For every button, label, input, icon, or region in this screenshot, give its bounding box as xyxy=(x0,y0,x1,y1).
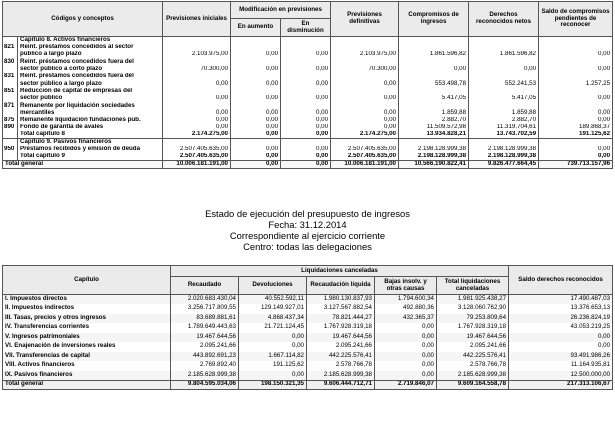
row-concept: Préstamos recibidos y emisión de deuda xyxy=(18,146,163,153)
header-codes: Códigos y conceptos xyxy=(3,2,163,37)
header-chapter: Capítulo xyxy=(3,266,171,295)
row-concept: Reint. préstamos concedidos fuera del xyxy=(18,58,163,65)
cell-commitments xyxy=(399,88,469,95)
cell-refunds: 0,00 xyxy=(239,371,307,381)
cell-initial xyxy=(163,73,231,80)
cell-commitments xyxy=(399,102,469,109)
table-row xyxy=(3,153,613,160)
cell-writeoffs: 432.365,37 xyxy=(375,314,437,324)
header-recognized: Derechos reconocidos netos xyxy=(469,2,539,37)
table-row xyxy=(3,102,613,109)
cell-definitive: 2.507.405.635,00 xyxy=(331,146,399,153)
header-total-collections: Total liquidaciones canceladas xyxy=(437,277,509,295)
row-code: 831 xyxy=(3,73,18,80)
table-row xyxy=(3,58,613,65)
table-row xyxy=(3,124,613,131)
cell-decrease: 0,00 xyxy=(281,109,331,116)
cell-definitive: 0,00 xyxy=(331,80,399,87)
row-code xyxy=(3,131,18,138)
row-concept: Capítulo 8. Activos financieros xyxy=(18,37,163,44)
cell-net: 1.980.130.837,93 xyxy=(307,295,375,305)
cell-writeoffs: 492.880,36 xyxy=(375,304,437,314)
cell-refunds: 0,00 xyxy=(239,342,307,352)
row-chapter: IV. Transferencias corrientes xyxy=(3,323,171,333)
cell-refunds: 40.552.592,11 xyxy=(239,295,307,305)
cell-pending xyxy=(539,102,613,109)
row-concept: Fondo de garantía de avales xyxy=(18,124,163,131)
cell-pending: 0,00 xyxy=(539,153,613,160)
table-row xyxy=(3,88,613,95)
total-label: Total general xyxy=(3,161,163,169)
cell-net: 1.767.928.319,18 xyxy=(307,323,375,333)
cell-total_collections: 1.767.928.319,18 xyxy=(437,323,509,333)
row-code: 830 xyxy=(3,58,18,65)
cell-commitments: 11.509.572,98 xyxy=(399,124,469,131)
cell-decrease xyxy=(281,88,331,95)
row-concept: sector público a largo plazo xyxy=(18,80,163,87)
cell-pending: 0,00 xyxy=(539,109,613,116)
cell-recognized xyxy=(469,73,539,80)
cell-recognized: 2.882,70 xyxy=(469,117,539,124)
header-collected: Recaudado xyxy=(171,277,239,295)
cell-initial xyxy=(163,58,231,65)
row-concept: sector público a corto plazo xyxy=(18,66,163,73)
cell-initial: 2.507.405.635,00 xyxy=(163,146,231,153)
cell-collected: 2.185.628.999,38 xyxy=(171,371,239,381)
header-pending: Saldo de compromisos pendientes de reconocer xyxy=(539,2,613,37)
cell-net: 2.185.628.999,38 xyxy=(307,371,375,381)
total-total_collections: 9.609.164.558,78 xyxy=(437,380,509,390)
cell-definitive xyxy=(331,37,399,44)
cell-commitments xyxy=(399,37,469,44)
row-code xyxy=(3,95,18,102)
cell-total_collections: 19.467.644,56 xyxy=(437,333,509,343)
total-commitments: 10.566.190.822,41 xyxy=(399,161,469,169)
header-increase: En aumento xyxy=(231,19,281,37)
row-code: 821 xyxy=(3,44,18,51)
cell-initial xyxy=(163,139,231,146)
cell-receivable: 43.053.219,25 xyxy=(509,323,613,333)
cell-commitments: 2.882,70 xyxy=(399,117,469,124)
cell-definitive: 0,00 xyxy=(331,117,399,124)
table-row xyxy=(3,333,613,343)
cell-pending: 0,00 xyxy=(539,146,613,153)
row-concept: Total capítulo 8 xyxy=(18,131,163,138)
cell-decrease xyxy=(281,73,331,80)
cell-receivable: 13.376.653,13 xyxy=(509,304,613,314)
header-modifications: Modificación en previsiones xyxy=(231,2,331,19)
cell-initial: 0,00 xyxy=(163,124,231,131)
cell-recognized: 1.861.596,82 xyxy=(469,51,539,58)
cell-decrease: 0,00 xyxy=(281,146,331,153)
report-date: Fecha: 31.12.2014 xyxy=(268,219,347,230)
row-concept: Reint. préstamos concedidos al sector xyxy=(18,44,163,51)
header-definitive: Previsiones definitivas xyxy=(331,2,399,37)
cell-total_collections: 442.225.576,41 xyxy=(437,352,509,362)
row-code: 871 xyxy=(3,102,18,109)
cell-definitive: 0,00 xyxy=(331,109,399,116)
row-code: 950 xyxy=(3,146,18,153)
row-concept: sector público xyxy=(18,95,163,102)
header-receivable: Saldo derechos reconocidos xyxy=(509,266,613,295)
total-pending: 739.713.157,96 xyxy=(539,161,613,169)
table-row xyxy=(3,131,613,138)
total-increase: 0,00 xyxy=(231,161,281,169)
cell-collected: 83.689.881,61 xyxy=(171,314,239,324)
table-row xyxy=(3,109,613,116)
cell-initial xyxy=(163,88,231,95)
cell-initial xyxy=(163,44,231,51)
cell-refunds: 0,00 xyxy=(239,333,307,343)
table-row xyxy=(3,37,613,44)
cell-receivable: 0,00 xyxy=(509,333,613,343)
cell-total_collections: 1.981.925.438,27 xyxy=(437,295,509,305)
row-code xyxy=(3,51,18,58)
cell-receivable: 93.491.986,26 xyxy=(509,352,613,362)
cell-net: 19.467.644,56 xyxy=(307,333,375,343)
cell-recognized: 552.241,53 xyxy=(469,80,539,87)
cell-definitive: 0,00 xyxy=(331,124,399,131)
cell-refunds: 4.868.437,34 xyxy=(239,314,307,324)
cell-total_collections: 2.578.766,78 xyxy=(437,361,509,371)
cell-decrease: 0,00 xyxy=(281,95,331,102)
table-row xyxy=(3,73,613,80)
total-label: Total general xyxy=(3,380,171,390)
execution-table xyxy=(2,265,613,390)
cell-initial: 70.300,00 xyxy=(163,66,231,73)
cell-increase: 0,00 xyxy=(231,66,281,73)
report-center: Centro: todas las delegaciones xyxy=(243,241,372,252)
cell-commitments xyxy=(399,73,469,80)
cell-total_collections: 3.128.060.762,90 xyxy=(437,304,509,314)
cell-recognized xyxy=(469,139,539,146)
cell-increase: 0,00 xyxy=(231,146,281,153)
cell-collected: 19.467.644,56 xyxy=(171,333,239,343)
cell-writeoffs: 0,00 xyxy=(375,352,437,362)
table-row xyxy=(3,371,613,381)
cell-decrease: 0,00 xyxy=(281,66,331,73)
row-code xyxy=(3,139,18,146)
cell-receivable: 26.236.824,19 xyxy=(509,314,613,324)
cell-net: 2.095.241,66 xyxy=(307,342,375,352)
cell-total_collections: 79.253.809,64 xyxy=(437,314,509,324)
table-row xyxy=(3,323,613,333)
cell-pending xyxy=(539,58,613,65)
cell-refunds: 21.721.124,45 xyxy=(239,323,307,333)
cell-pending xyxy=(539,139,613,146)
cell-increase xyxy=(231,139,281,146)
header-writeoffs: Bajas insolv. y otras causas xyxy=(375,277,437,295)
cell-decrease xyxy=(281,37,331,44)
cell-increase: 0,00 xyxy=(231,117,281,124)
cell-recognized: 2.198.128.999,38 xyxy=(469,153,539,160)
cell-net: 442.225.576,41 xyxy=(307,352,375,362)
table-row xyxy=(3,314,613,324)
table-row xyxy=(3,361,613,371)
cell-recognized: 2.198.128.999,38 xyxy=(469,146,539,153)
cell-receivable: 17.490.487,03 xyxy=(509,295,613,305)
header-initial: Previsiones iniciales xyxy=(163,2,231,37)
cell-commitments xyxy=(399,44,469,51)
cell-initial xyxy=(163,102,231,109)
cell-writeoffs: 1.794.600,34 xyxy=(375,295,437,305)
cell-recognized xyxy=(469,58,539,65)
cell-receivable: 11.164.935,81 xyxy=(509,361,613,371)
cell-increase: 0,00 xyxy=(231,95,281,102)
cell-collected: 2.769.892,40 xyxy=(171,361,239,371)
cell-increase: 0,00 xyxy=(231,51,281,58)
header-collections: Liquidaciones canceladas xyxy=(171,266,509,277)
cell-definitive: 2.174.275,00 xyxy=(331,131,399,138)
row-code xyxy=(3,80,18,87)
cell-decrease: 0,00 xyxy=(281,80,331,87)
total-recognized: 9.826.477.664,45 xyxy=(469,161,539,169)
row-chapter: I. Impuestos directos xyxy=(3,295,171,305)
cell-commitments: 1.861.596,82 xyxy=(399,51,469,58)
total-collected: 9.804.595.034,06 xyxy=(171,380,239,390)
header-refunds: Devoluciones xyxy=(239,277,307,295)
cell-writeoffs: 0,00 xyxy=(375,361,437,371)
row-concept: mercantiles xyxy=(18,109,163,116)
cell-increase xyxy=(231,102,281,109)
cell-decrease xyxy=(281,58,331,65)
row-concept: Total capítulo 9 xyxy=(18,153,163,160)
cell-decrease: 0,00 xyxy=(281,153,331,160)
row-concept: Remanente por liquidación sociedades xyxy=(18,102,163,109)
cell-decrease xyxy=(281,102,331,109)
cell-commitments: 0,00 xyxy=(399,66,469,73)
cell-recognized: 0,00 xyxy=(469,66,539,73)
cell-decrease xyxy=(281,139,331,146)
row-chapter: III. Tasas, precios y otros ingresos xyxy=(3,314,171,324)
cell-initial: 0,00 xyxy=(163,109,231,116)
cell-initial: 0,00 xyxy=(163,80,231,87)
cell-recognized: 11.319.704,61 xyxy=(469,124,539,131)
report-period: Correspondiente al ejercicio corriente xyxy=(229,230,386,241)
cell-decrease: 0,00 xyxy=(281,131,331,138)
cell-recognized xyxy=(469,37,539,44)
row-chapter: II. Impuestos indirectos xyxy=(3,304,171,314)
cell-decrease xyxy=(281,44,331,51)
row-concept: Remanente liquidación fundaciones pub. xyxy=(18,117,163,124)
cell-increase: 0,00 xyxy=(231,124,281,131)
cell-recognized xyxy=(469,88,539,95)
cell-writeoffs: 0,00 xyxy=(375,371,437,381)
row-chapter: VIII. Activos financieros xyxy=(3,361,171,371)
total-net: 9.606.444.712,71 xyxy=(307,380,375,390)
report-title-block xyxy=(0,208,615,252)
cell-increase xyxy=(231,58,281,65)
table1-body xyxy=(3,37,613,169)
cell-increase xyxy=(231,88,281,95)
cell-recognized xyxy=(469,102,539,109)
table-row xyxy=(3,117,613,124)
cell-refunds: 191.125,62 xyxy=(239,361,307,371)
cell-definitive xyxy=(331,58,399,65)
total-refunds: 198.150.321,35 xyxy=(239,380,307,390)
cell-definitive xyxy=(331,88,399,95)
cell-increase xyxy=(231,37,281,44)
row-code xyxy=(3,109,18,116)
table-row xyxy=(3,342,613,352)
cell-collected: 443.892.691,23 xyxy=(171,352,239,362)
cell-pending: 0,00 xyxy=(539,117,613,124)
cell-definitive xyxy=(331,73,399,80)
row-code: 851 xyxy=(3,88,18,95)
row-chapter: IX. Pasivos financieros xyxy=(3,371,171,381)
table-row xyxy=(3,146,613,153)
cell-initial: 0,00 xyxy=(163,117,231,124)
table-row xyxy=(3,80,613,87)
cell-commitments xyxy=(399,58,469,65)
cell-increase: 0,00 xyxy=(231,131,281,138)
table-row xyxy=(3,66,613,73)
cell-decrease: 0,00 xyxy=(281,117,331,124)
row-code xyxy=(3,153,18,160)
header-commitments: Compromisos de ingresos xyxy=(399,2,469,37)
row-chapter: VII. Transferencias de capital xyxy=(3,352,171,362)
cell-commitments: 13.934.828,21 xyxy=(399,131,469,138)
total-writeoffs: 2.719.846,07 xyxy=(375,380,437,390)
cell-receivable: 12.500.000,00 xyxy=(509,371,613,381)
cell-increase: 0,00 xyxy=(231,80,281,87)
cell-collected: 3.256.717.809,55 xyxy=(171,304,239,314)
cell-commitments: 2.198.128.999,38 xyxy=(399,153,469,160)
total-receivable: 217.313.106,67 xyxy=(509,380,613,390)
cell-initial: 0,00 xyxy=(163,95,231,102)
cell-increase: 0,00 xyxy=(231,109,281,116)
table-row xyxy=(3,51,613,58)
total-decrease: 0,00 xyxy=(281,161,331,169)
cell-refunds: 1.667.114,82 xyxy=(239,352,307,362)
cell-net: 78.821.444,27 xyxy=(307,314,375,324)
header-net: Recaudación líquida xyxy=(307,277,375,295)
row-code: 875 xyxy=(3,117,18,124)
cell-definitive xyxy=(331,139,399,146)
table-row xyxy=(3,139,613,146)
cell-definitive: 2.507.405.635,00 xyxy=(331,153,399,160)
commitments-table xyxy=(2,1,613,169)
total-row xyxy=(3,161,613,169)
cell-pending xyxy=(539,44,613,51)
row-concept: público a largo plazo xyxy=(18,51,163,58)
cell-initial: 2.103.975,00 xyxy=(163,51,231,58)
cell-pending: 189.868,37 xyxy=(539,124,613,131)
cell-definitive: 2.103.975,00 xyxy=(331,51,399,58)
cell-recognized: 1.859,88 xyxy=(469,109,539,116)
cell-commitments: 2.198.128.999,38 xyxy=(399,146,469,153)
cell-initial: 2.507.405.635,00 xyxy=(163,153,231,160)
total-definitive: 10.006.181.191,00 xyxy=(331,161,399,169)
cell-pending: 1.257,25 xyxy=(539,80,613,87)
cell-collected: 2.020.683.430,04 xyxy=(171,295,239,305)
cell-total_collections: 2.095.241,66 xyxy=(437,342,509,352)
cell-definitive xyxy=(331,44,399,51)
total-initial: 10.006.181.191,00 xyxy=(163,161,231,169)
cell-recognized xyxy=(469,44,539,51)
cell-initial xyxy=(163,37,231,44)
cell-pending: 0,00 xyxy=(539,66,613,73)
table2-header-row xyxy=(3,266,613,277)
cell-refunds: 129.149.927,01 xyxy=(239,304,307,314)
cell-writeoffs: 0,00 xyxy=(375,323,437,333)
row-chapter: V. Ingresos patrimoniales xyxy=(3,333,171,343)
cell-definitive: 70.300,00 xyxy=(331,66,399,73)
row-code xyxy=(3,37,18,44)
report-title: Estado de ejecución del presupuesto de ingresos xyxy=(205,208,410,219)
cell-commitments xyxy=(399,139,469,146)
table-row xyxy=(3,304,613,314)
cell-pending: 0,00 xyxy=(539,95,613,102)
cell-pending xyxy=(539,73,613,80)
cell-commitments: 1.859,88 xyxy=(399,109,469,116)
cell-increase: 0,00 xyxy=(231,153,281,160)
cell-writeoffs: 0,00 xyxy=(375,333,437,343)
cell-initial: 2.174.275,00 xyxy=(163,131,231,138)
table-row xyxy=(3,95,613,102)
cell-increase xyxy=(231,73,281,80)
total-row xyxy=(3,380,613,390)
table-row xyxy=(3,295,613,305)
cell-decrease: 0,00 xyxy=(281,124,331,131)
cell-pending xyxy=(539,88,613,95)
table1-header-row xyxy=(3,2,613,19)
cell-net: 2.578.766,78 xyxy=(307,361,375,371)
cell-definitive: 0,00 xyxy=(331,95,399,102)
cell-increase xyxy=(231,44,281,51)
cell-definitive xyxy=(331,102,399,109)
table-row xyxy=(3,44,613,51)
cell-recognized: 13.743.702,59 xyxy=(469,131,539,138)
cell-decrease: 0,00 xyxy=(281,51,331,58)
row-concept: Reint. préstamos concedidos fuera del xyxy=(18,73,163,80)
cell-collected: 2.095.241,66 xyxy=(171,342,239,352)
cell-pending: 191.125,62 xyxy=(539,131,613,138)
header-decrease: En disminución xyxy=(281,19,331,37)
row-concept: Capítulo 9. Pasivos financieros xyxy=(18,139,163,146)
row-code: 890 xyxy=(3,124,18,131)
cell-commitments: 5.417,05 xyxy=(399,95,469,102)
row-chapter: VI. Enajenación de inversiones reales xyxy=(3,342,171,352)
table2-body xyxy=(3,295,613,390)
cell-commitments: 553.498,78 xyxy=(399,80,469,87)
cell-total_collections: 2.185.628.999,38 xyxy=(437,371,509,381)
row-concept: Reducción de capital de empresas del xyxy=(18,88,163,95)
cell-net: 3.127.567.882,54 xyxy=(307,304,375,314)
cell-collected: 1.789.649.443,63 xyxy=(171,323,239,333)
cell-pending: 0,00 xyxy=(539,51,613,58)
cell-recognized: 5.417,05 xyxy=(469,95,539,102)
row-code xyxy=(3,66,18,73)
cell-writeoffs: 0,00 xyxy=(375,342,437,352)
cell-pending xyxy=(539,37,613,44)
table-row xyxy=(3,352,613,362)
cell-receivable: 0,00 xyxy=(509,342,613,352)
